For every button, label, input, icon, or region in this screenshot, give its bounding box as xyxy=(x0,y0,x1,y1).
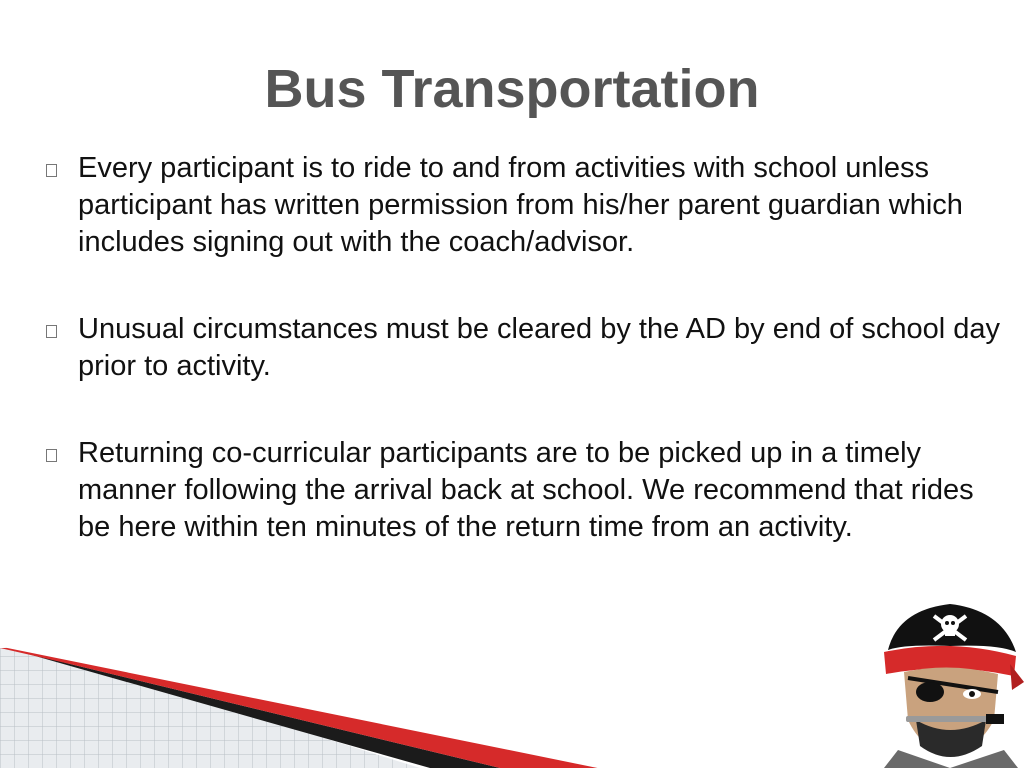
slide-title: Bus Transportation xyxy=(264,59,760,119)
bullet-text: Returning co-curricular participants are to be picked up in a timely manner following the arrival back at school. We recommend that rides be here within ten minutes of the return time from an activity. xyxy=(78,437,974,543)
pirate-mascot-icon xyxy=(878,600,1024,768)
grid-stripe-icon xyxy=(0,600,700,768)
square-bullet-icon xyxy=(46,449,57,462)
bullet-text: Unusual circumstances must be cleared by the AD by end of school day prior to activity. xyxy=(78,313,1001,382)
square-bullet-icon xyxy=(46,325,57,338)
bullet-text: Every participant is to ride to and from activities with school unless participant has written permission from his/her parent guardian which includes signing out with the coach/advisor. xyxy=(78,152,963,258)
bullet-item xyxy=(44,150,1004,261)
bullet-item xyxy=(44,311,1004,385)
bullet-item xyxy=(44,435,1004,546)
bullet-list xyxy=(44,150,1004,596)
square-bullet-icon xyxy=(46,164,57,177)
